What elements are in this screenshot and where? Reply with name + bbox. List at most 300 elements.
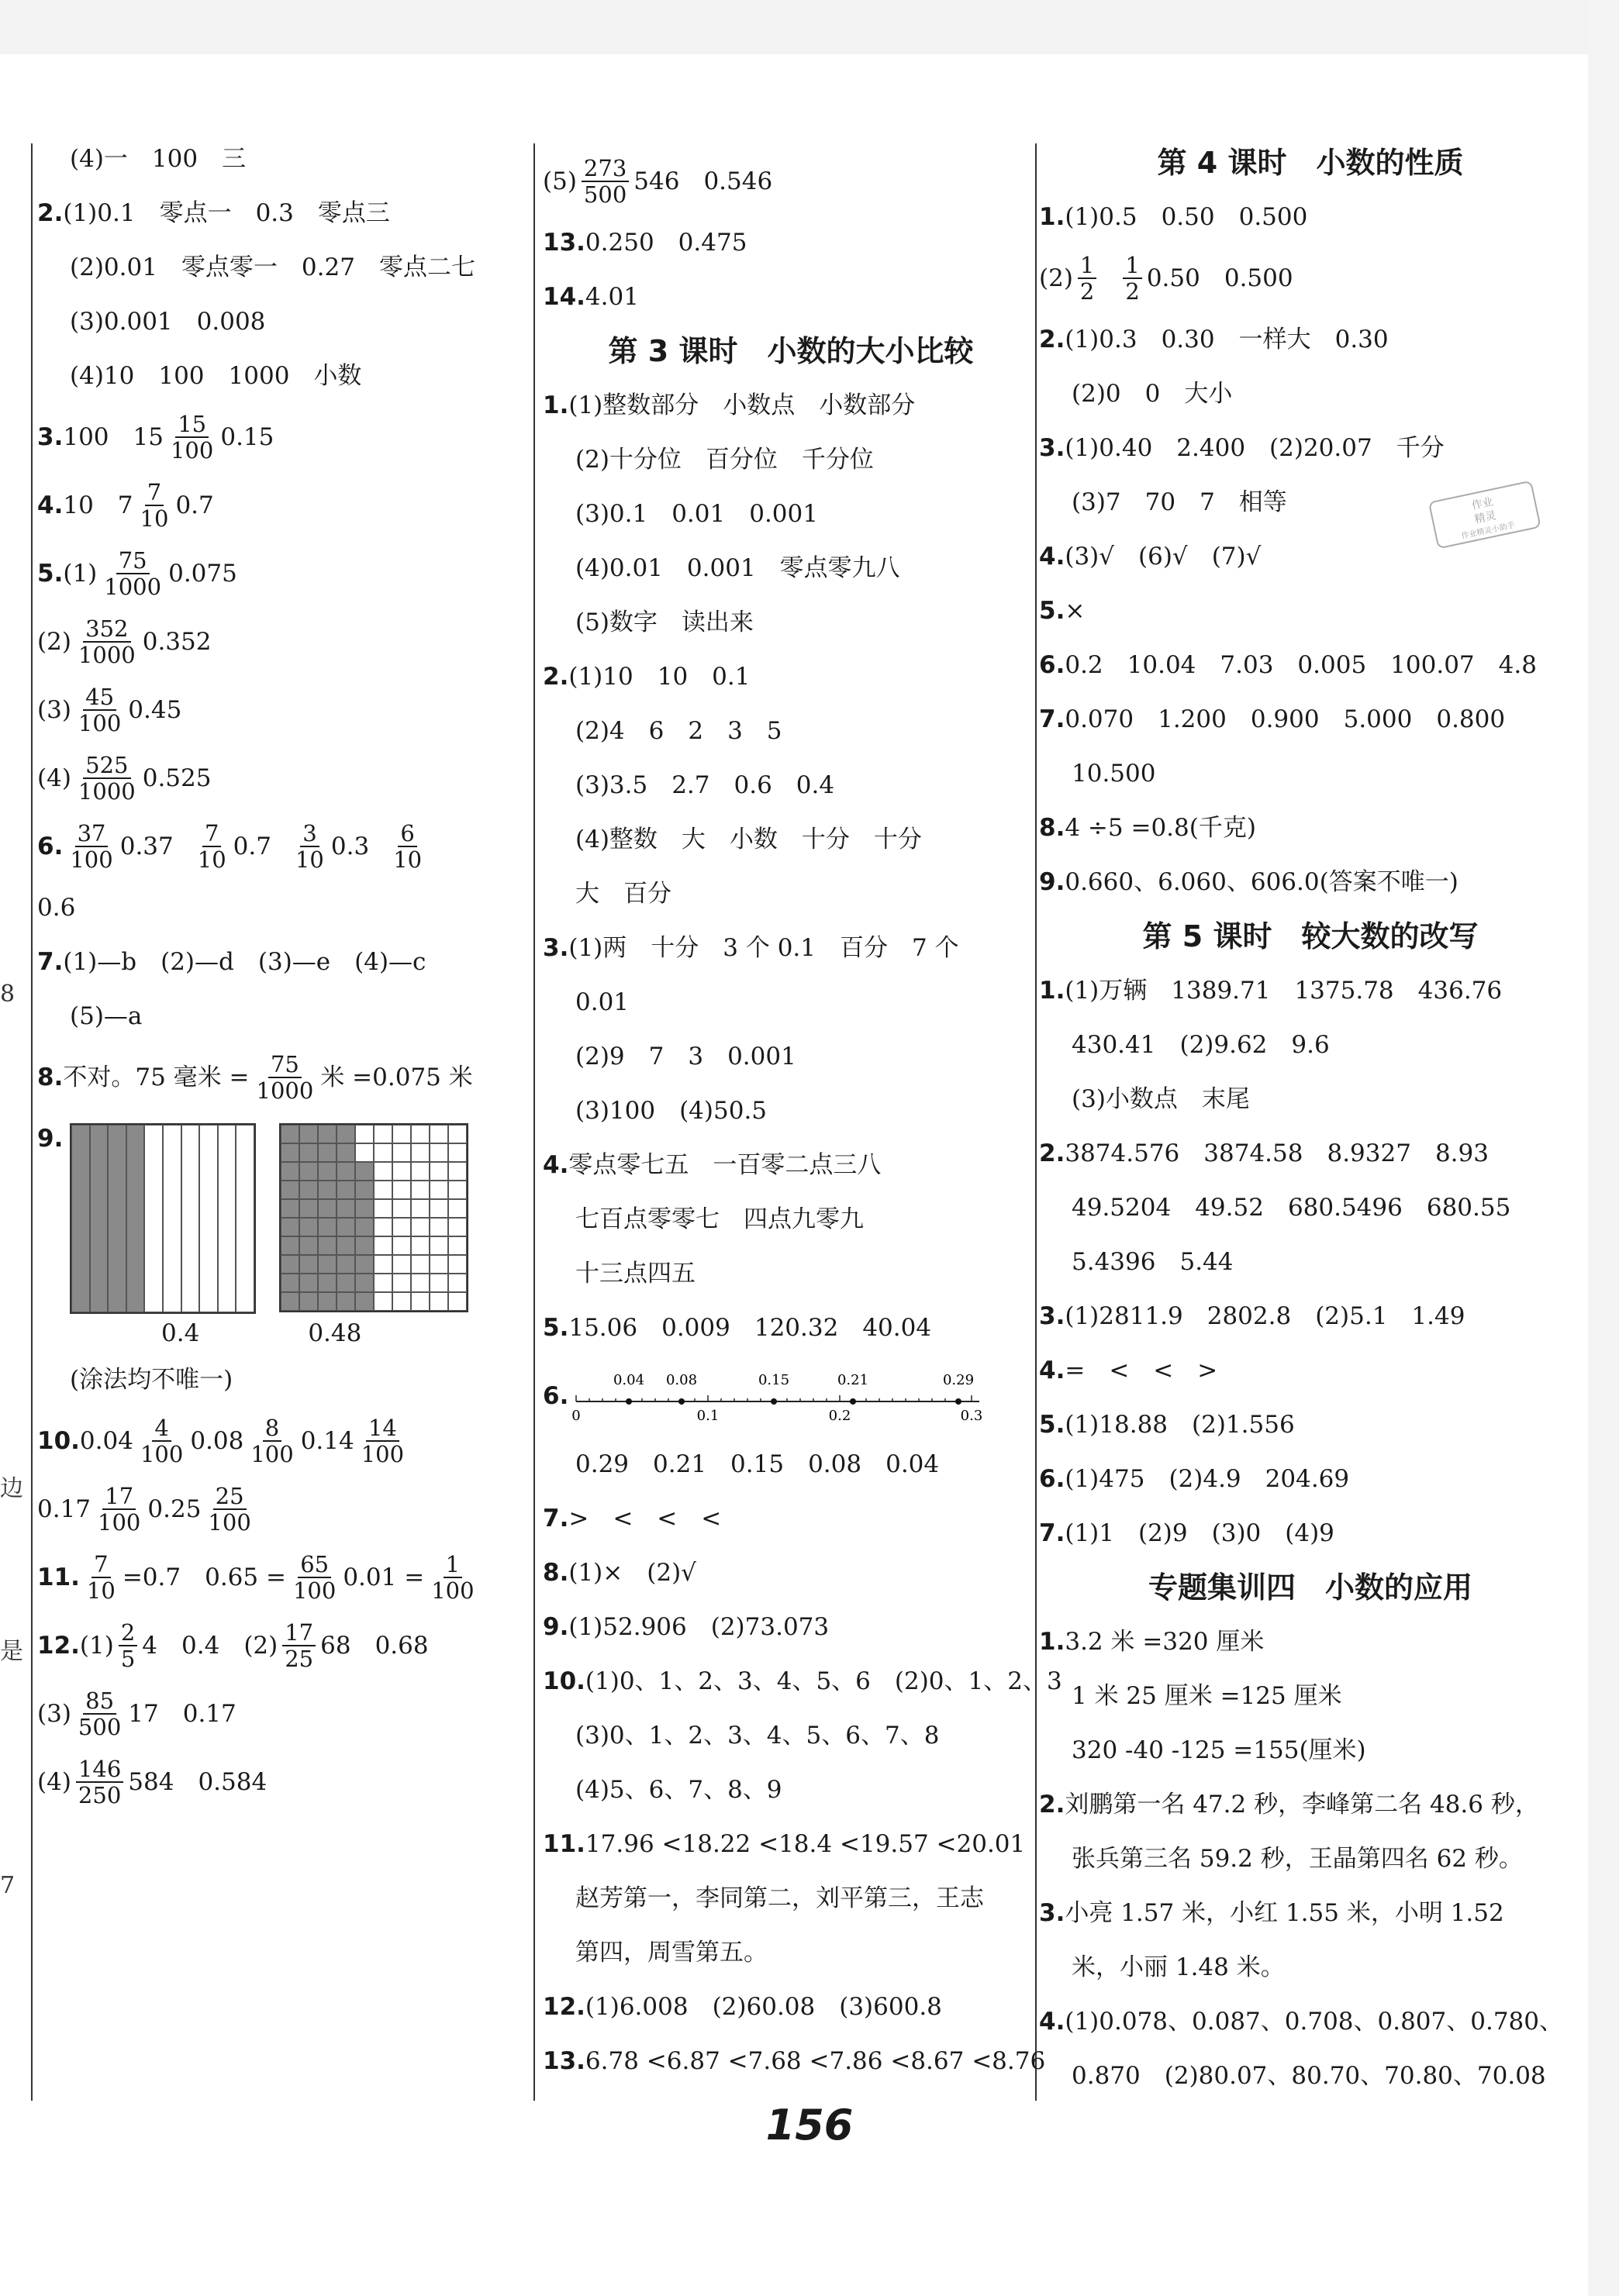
denominator: 100: [140, 1441, 184, 1467]
answer-line: [1039, 1886, 1582, 1940]
answer-text: (4): [37, 1768, 71, 1796]
answer-text: 0.37: [119, 833, 174, 860]
denominator: 500: [583, 181, 627, 208]
question-number: 12.: [543, 1993, 585, 2021]
fraction: [76, 616, 138, 667]
answer-line: [543, 1491, 1039, 1546]
answer-text: 3.2 米 =320 厘米: [1065, 1628, 1265, 1656]
answer-line: [37, 471, 526, 540]
answer-line: [543, 1355, 1039, 1437]
grid-cell: [411, 1236, 430, 1255]
answer-line: [37, 608, 526, 676]
answer-line: [543, 1138, 1039, 1192]
numerator: 37: [75, 821, 109, 847]
denominator: 1000: [256, 1077, 314, 1104]
answer-text: 17.96 <18.22 <18.4 <19.57 <20.01: [585, 1830, 1026, 1858]
fraction: [1123, 253, 1141, 304]
answer-line: 0.6: [37, 894, 76, 922]
numerator: 352: [83, 616, 130, 643]
answer-text: (1)0.078、0.087、0.708、0.807、0.780、: [1065, 2008, 1564, 2036]
fraction: [359, 1415, 406, 1467]
fraction: [429, 1552, 476, 1603]
answer-text: 4.01: [585, 283, 639, 311]
grid-cell: [337, 1255, 355, 1274]
fraction: [293, 821, 326, 872]
grid-cell: [392, 1255, 411, 1274]
answer-line: [37, 540, 526, 608]
grid-cell: [430, 1255, 448, 1274]
answer-line: [37, 1112, 526, 1154]
section-heading: 第 4 课时 小数的性质: [1157, 146, 1464, 180]
question-number: 10.: [37, 1427, 80, 1455]
answer-line: (4)一 100 三: [70, 145, 247, 173]
answer-line: (5)—a: [70, 1002, 143, 1030]
question-number: 9.: [543, 1613, 569, 1641]
answer-text: 584 0.584: [128, 1768, 268, 1796]
answer-line: [37, 1475, 526, 1543]
section-heading: 专题集训四 小数的应用: [1148, 1570, 1472, 1605]
grid-cell: [337, 1162, 355, 1181]
stamp-text: 精灵: [1473, 509, 1497, 526]
numerator: 1: [444, 1552, 462, 1578]
question-number: 1.: [1039, 203, 1065, 231]
numerator: 8: [263, 1415, 281, 1442]
grid-cell: [299, 1274, 318, 1292]
grid-cell: [337, 1181, 355, 1199]
answer-text: 15.06 0.009 120.32 40.04: [568, 1314, 932, 1342]
answer-line: 第四，周雪第五。: [575, 1939, 768, 1967]
answer-line: 大 百分: [575, 880, 671, 908]
number-line-point: [678, 1398, 685, 1405]
answer-line: 七百点零零七 四点九零九: [575, 1205, 864, 1233]
answer-text: (1)× (2)√: [568, 1559, 696, 1587]
question-number: 3.: [543, 934, 569, 962]
grid-caption: 0.4: [161, 1319, 200, 1347]
grid-cell: [374, 1199, 392, 1218]
grid-cell: [448, 1181, 467, 1199]
denominator: 500: [78, 1714, 122, 1740]
number-line: [568, 1361, 987, 1431]
answer-line: [543, 1301, 1039, 1355]
answer-text: 0.45: [128, 696, 182, 724]
answer-line: (5)数字 读出来: [575, 608, 754, 636]
fraction: [76, 684, 123, 736]
answer-line: [1039, 1994, 1582, 2049]
answer-line: [1039, 1615, 1582, 1669]
number-line-point-label: 0.15: [758, 1372, 790, 1388]
numerator: 75: [268, 1052, 302, 1078]
answer-text: 0.50 0.500: [1146, 264, 1293, 292]
grid-cell: [411, 1292, 430, 1311]
grid-cell: [281, 1162, 299, 1181]
fraction: [582, 156, 629, 207]
right-margin-band: [1588, 0, 1619, 2296]
answer-line: [37, 1043, 526, 1112]
grid-cell: [430, 1292, 448, 1311]
answer-line: 米，小丽 1.48 米。: [1072, 1953, 1285, 1981]
fraction: [102, 548, 164, 599]
answer-text: 68 0.68: [320, 1632, 429, 1660]
answer-text: (1)52.906 (2)73.073: [568, 1613, 830, 1641]
answer-line: (4)0.01 0.001 零点零九八: [575, 554, 900, 582]
denominator: 100: [98, 1509, 141, 1536]
answer-line: [1039, 1506, 1582, 1560]
answer-text: 0.01 =: [343, 1563, 425, 1591]
grid-cell: [448, 1255, 467, 1274]
question-number: 13.: [543, 2047, 585, 2075]
numerator: 1: [1123, 253, 1141, 279]
grid-cell: [318, 1255, 337, 1274]
grid-cell: [299, 1292, 318, 1311]
grid-cell: [299, 1162, 318, 1181]
answer-text: (3): [37, 696, 71, 724]
answer-text: 不对。75 毫米 =: [63, 1064, 250, 1091]
answer-text: (1)0.5 0.50 0.500: [1065, 203, 1308, 231]
answer-text: 零点零七五 一百零二点三八: [568, 1151, 882, 1179]
answer-line: [1039, 584, 1582, 638]
question-number: 13.: [543, 229, 585, 257]
question-number: 5.: [543, 1314, 569, 1342]
grid-cell: [374, 1162, 392, 1181]
grid-cell: [355, 1218, 374, 1236]
grid-cell: [430, 1236, 448, 1255]
answer-line: [543, 2034, 1046, 2088]
answer-line: [1039, 1289, 1582, 1343]
answer-text: 546 0.546: [633, 167, 773, 195]
numerator: 2: [119, 1620, 137, 1646]
answer-line: (3)100 (4)50.5: [575, 1097, 768, 1125]
answer-text: ×: [1065, 597, 1086, 625]
answer-text: 小亮 1.57 米，小红 1.55 米，小明 1.52: [1065, 1899, 1504, 1927]
question-number: 6.: [543, 1382, 569, 1410]
answer-text: (1)6.008 (2)60.08 (3)600.8: [585, 1993, 942, 2021]
answer-line: (4)整数 大 小数 十分 十分: [575, 826, 922, 853]
answer-text: 刘鹏第一名 47.2 秒，李峰第二名 48.6 秒，: [1065, 1791, 1539, 1819]
question-number: 3.: [1039, 434, 1065, 462]
answer-text: (4): [37, 764, 71, 792]
answer-line: (4)5、6、7、8、9: [575, 1776, 782, 1804]
grid-cell: [430, 1181, 448, 1199]
question-number: 4.: [1039, 543, 1065, 571]
answer-line: [543, 270, 1039, 324]
numerator: 4: [152, 1415, 171, 1442]
fraction: [391, 821, 424, 872]
grid-cell: [355, 1181, 374, 1199]
answer-line: [543, 1980, 1039, 2034]
answer-text: 17 0.17: [128, 1700, 236, 1728]
denominator: 25: [285, 1646, 314, 1672]
number-line-label: 0.2: [829, 1408, 851, 1424]
fraction: [1078, 253, 1096, 304]
answer-line: 张兵第三名 59.2 秒，王晶第四名 62 秒。: [1072, 1845, 1523, 1873]
denominator: 100: [431, 1577, 475, 1604]
grid-cell: [318, 1292, 337, 1311]
question-number: 9.: [1039, 868, 1065, 896]
grid-cell: [448, 1199, 467, 1218]
number-line-point-label: 0.21: [837, 1372, 869, 1388]
answer-text: (1)0.1 零点一 0.3 零点三: [63, 199, 390, 227]
grid-cell: [448, 1274, 467, 1292]
answer-line: [1039, 692, 1582, 746]
grid-cell: [281, 1255, 299, 1274]
grid-cell: [281, 1236, 299, 1255]
numerator: 75: [116, 548, 150, 574]
number-line-point: [850, 1398, 856, 1405]
denominator: 1000: [78, 642, 136, 668]
grid-cell: [355, 1255, 374, 1274]
left-edge-rule: [31, 143, 33, 2101]
question-number: 7.: [1039, 1519, 1065, 1547]
top-margin-band: [0, 0, 1619, 54]
grid-cell: [430, 1218, 448, 1236]
question-number: 4.: [37, 491, 64, 519]
answer-column-3: [1039, 136, 1582, 2103]
answer-text: (1)1 (2)9 (3)0 (4)9: [1065, 1519, 1334, 1547]
fraction: [168, 412, 216, 463]
answer-line: [1039, 1452, 1582, 1506]
grid-cell: [299, 1218, 318, 1236]
denominator: 10: [393, 846, 423, 873]
answer-line: [543, 650, 1039, 704]
grid-cell: [411, 1274, 430, 1292]
answer-text: 10 7: [63, 491, 133, 519]
numerator: 25: [213, 1484, 247, 1510]
answer-line: (3)7 70 7 相等: [1072, 488, 1287, 516]
answer-line: (涂法均不唯一): [70, 1366, 233, 1394]
answer-line: 49.5204 49.52 680.5496 680.55: [1072, 1194, 1511, 1222]
answer-text: (1)0.40 2.400 (2)20.07 千分: [1065, 434, 1445, 462]
denominator: 10: [197, 846, 226, 873]
stamp-watermark: [1427, 481, 1543, 550]
number-line-label: 0.3: [961, 1408, 983, 1424]
answer-text: 0.3: [330, 833, 370, 860]
answer-text: 100 15: [63, 423, 164, 451]
numerator: 273: [582, 156, 629, 182]
grid-caption: 0.48: [308, 1319, 362, 1347]
grid-cell: [448, 1292, 467, 1311]
grid-cell: [337, 1274, 355, 1292]
numerator: 15: [175, 412, 209, 438]
grid-cell: [318, 1236, 337, 1255]
answer-text: (1)—b (2)—d (3)—e (4)—c: [63, 948, 426, 976]
answer-line: [543, 1600, 1039, 1654]
question-number: 7.: [543, 1505, 569, 1532]
edge-fragment: 7: [0, 1872, 16, 1899]
answer-line: [37, 676, 526, 744]
grid-cell: [281, 1218, 299, 1236]
answer-line: 1 米 25 厘米 =125 厘米: [1072, 1682, 1342, 1710]
question-number: 1.: [543, 391, 569, 419]
numerator: 1: [1078, 253, 1096, 279]
answer-line: 十三点四五: [575, 1260, 696, 1288]
answer-line: [37, 186, 526, 240]
question-number: 5.: [1039, 597, 1065, 625]
answer-text: 0.525: [142, 764, 212, 792]
grid-cell: [318, 1199, 337, 1218]
grid-cell: [281, 1181, 299, 1199]
grid-cell: [337, 1292, 355, 1311]
denominator: 100: [70, 846, 113, 873]
fraction: [85, 1552, 118, 1603]
grid-cell: [355, 1162, 374, 1181]
grid-cell: [318, 1162, 337, 1181]
answer-text: (1): [63, 560, 98, 588]
denominator: 100: [292, 1577, 337, 1604]
answer-line: [1039, 190, 1582, 244]
grid-cell: [430, 1274, 448, 1292]
question-number: 1.: [1039, 1628, 1065, 1656]
answer-line: [543, 1546, 1039, 1600]
grid-captions: [37, 1314, 526, 1353]
fraction: [195, 821, 229, 872]
denominator: 100: [250, 1441, 294, 1467]
numerator: 14: [366, 1415, 399, 1442]
question-number: 2.: [1039, 326, 1065, 353]
answer-line: [543, 215, 1039, 270]
question-number: 7.: [37, 948, 64, 976]
answer-line: 0.01: [575, 988, 630, 1016]
fraction: [291, 1552, 338, 1603]
answer-text: (1)0、1、2、3、4、5、6 (2)0、1、2、3: [585, 1667, 1062, 1695]
answer-text: 0.075: [168, 560, 237, 588]
answer-line: [1039, 855, 1582, 909]
answer-line: [543, 1817, 1039, 1871]
grid-cell: [430, 1162, 448, 1181]
answer-line: [37, 935, 526, 989]
grid-cell: [355, 1274, 374, 1292]
number-line-label: 0: [571, 1408, 582, 1424]
grid-cell: [392, 1274, 411, 1292]
answer-line: [37, 1407, 526, 1475]
answer-text: 3874.576 3874.58 8.9327 8.93: [1065, 1139, 1489, 1167]
grid-cell: [448, 1236, 467, 1255]
answer-line: [1039, 1777, 1582, 1832]
fraction: [205, 1484, 253, 1535]
answer-text: (1): [79, 1632, 114, 1660]
answer-text: (1)10 10 0.1: [568, 663, 751, 691]
question-number: 2.: [1039, 1791, 1065, 1819]
answer-line: [37, 744, 526, 812]
answer-line: [1039, 1343, 1582, 1398]
grid-cell: [411, 1199, 430, 1218]
question-number: 4.: [543, 1151, 569, 1179]
answer-text: (3): [37, 1700, 71, 1728]
grid-cell: [392, 1236, 411, 1255]
grid-cell: [392, 1218, 411, 1236]
answer-text: 0.08: [190, 1427, 244, 1455]
question-number: 5.: [37, 560, 64, 588]
numerator: 146: [76, 1756, 123, 1783]
answer-line: [37, 1748, 526, 1816]
answer-line: [543, 147, 1039, 215]
grid-cell: [374, 1181, 392, 1199]
grid-cell: [411, 1255, 430, 1274]
answer-line: (2)0 0 大小: [1072, 380, 1233, 408]
grid-cell: [337, 1199, 355, 1218]
denominator: 250: [78, 1782, 122, 1808]
answer-line: [1039, 312, 1582, 367]
answer-text: (1)0.3 0.30 一样大 0.30: [1065, 326, 1389, 353]
grid-cell: [392, 1199, 411, 1218]
question-number: 1.: [1039, 977, 1065, 1005]
page-number: 156: [765, 2101, 854, 2149]
answer-text: (1)2811.9 2802.8 (2)5.1 1.49: [1065, 1302, 1465, 1330]
grid-cell: [318, 1218, 337, 1236]
answer-line: 赵芳第一，李同第二，刘平第三，王志: [575, 1884, 984, 1912]
answer-line: [1039, 1126, 1582, 1181]
answer-line: [1039, 801, 1582, 855]
answer-text: (1)整数部分 小数点 小数部分: [568, 391, 916, 419]
number-line-point: [955, 1398, 961, 1405]
answer-line: (2)0.01 零点零一 0.27 零点二七: [70, 253, 475, 281]
fraction: [67, 821, 115, 872]
answer-text: 0.352: [142, 628, 212, 656]
question-number: 7.: [1039, 705, 1065, 733]
answer-text: (5): [543, 167, 577, 195]
number-line-point-label: 0.04: [613, 1372, 645, 1388]
answer-text: (2): [37, 628, 71, 656]
denominator: 5: [120, 1646, 136, 1672]
answer-text: 6.78 <6.87 <7.68 <7.86 <8.67 <8.76: [585, 2047, 1046, 2075]
question-number: 3.: [37, 423, 64, 451]
numerator: 6: [398, 821, 416, 847]
answer-text: = < < >: [1065, 1357, 1218, 1384]
grid-cell: [299, 1255, 318, 1274]
grid-cell: [374, 1274, 392, 1292]
answer-text: 4 ÷5 =0.8(千克): [1065, 814, 1256, 842]
answer-line: 320 -40 -125 =155(厘米): [1072, 1736, 1366, 1764]
fraction: [248, 1415, 295, 1467]
fraction: [95, 1484, 143, 1535]
grid-cell: [430, 1199, 448, 1218]
answer-text: 0.660、6.060、606.0(答案不唯一): [1065, 868, 1458, 896]
answer-column-1: [37, 132, 526, 1816]
question-number: 8.: [1039, 814, 1065, 842]
answer-column-2: [543, 147, 1062, 2088]
question-number: 8.: [543, 1559, 569, 1587]
question-number: 11.: [37, 1563, 80, 1591]
answer-line: [1039, 638, 1582, 692]
fraction: [76, 1688, 123, 1739]
numerator: 7: [202, 821, 221, 847]
fraction: [282, 1620, 316, 1671]
grid-cell: [411, 1181, 430, 1199]
grid-cell: [374, 1236, 392, 1255]
grid-cell: [448, 1218, 467, 1236]
number-line-point: [771, 1398, 777, 1405]
answer-text: 0.15: [220, 423, 274, 451]
answer-line: (3)0.1 0.01 0.001: [575, 500, 818, 528]
answer-text: 0.2 10.04 7.03 0.005 100.07 4.8: [1065, 651, 1537, 679]
answer-line: [543, 921, 1039, 975]
grid-cell: [392, 1162, 411, 1181]
denominator: 1000: [104, 574, 162, 600]
grid-cell: [374, 1218, 392, 1236]
fraction: [119, 1620, 137, 1671]
grid-cell: [318, 1274, 337, 1292]
answer-text: (1)18.88 (2)1.556: [1065, 1411, 1295, 1439]
grid-cell: [355, 1236, 374, 1255]
denominator: 100: [170, 437, 214, 464]
grid-cell: [355, 1292, 374, 1311]
grid-cell: [374, 1255, 392, 1274]
question-number: 11.: [543, 1830, 585, 1858]
grid-cell: [411, 1218, 430, 1236]
question-number: 6.: [1039, 1465, 1065, 1493]
denominator: 100: [208, 1509, 251, 1536]
denominator: 100: [361, 1441, 405, 1467]
grid-cell: [392, 1292, 411, 1311]
